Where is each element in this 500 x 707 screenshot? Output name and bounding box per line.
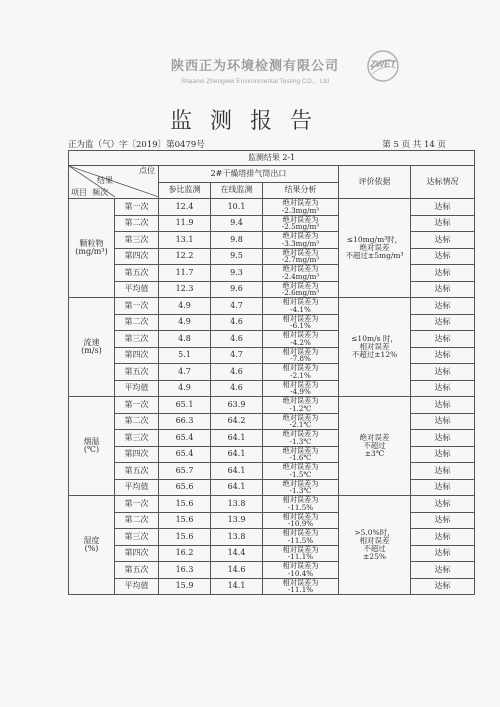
online-value-cell: 9.5 — [211, 248, 263, 265]
table-row — [69, 347, 475, 364]
status-cell: 达标 — [411, 199, 475, 216]
results-table — [68, 150, 475, 595]
online-value-cell: 13.8 — [211, 496, 263, 513]
ref-value-cell: 15.9 — [159, 578, 211, 595]
analysis-cell: 绝对误差为 -2.4mg/m³ — [263, 265, 339, 282]
ref-value-cell: 5.1 — [159, 347, 211, 364]
report-title: 监测报告 — [169, 109, 330, 134]
frequency-cell: 第四次 — [115, 545, 159, 562]
frequency-cell: 第四次 — [115, 347, 159, 364]
table-caption: 监测结果 2-1 — [69, 151, 475, 166]
table-row — [69, 298, 475, 315]
online-value-cell: 13.8 — [211, 529, 263, 546]
basis-cell: ≤10m/s 时， 相对误差 不超过±12% — [339, 298, 411, 397]
ref-value-cell: 13.1 — [159, 232, 211, 249]
header-ref: 参比监测 — [159, 182, 211, 199]
online-value-cell: 9.8 — [211, 232, 263, 249]
online-value-cell: 4.7 — [211, 298, 263, 315]
frequency-cell: 第三次 — [115, 430, 159, 447]
status-cell: 达标 — [411, 446, 475, 463]
online-value-cell: 4.7 — [211, 347, 263, 364]
item-name: 烟温 (℃) — [69, 397, 115, 496]
frequency-cell: 第一次 — [115, 397, 159, 414]
ref-value-cell: 4.9 — [159, 314, 211, 331]
ref-value-cell: 66.3 — [159, 413, 211, 430]
frequency-cell: 平均值 — [115, 479, 159, 496]
online-value-cell: 64.1 — [211, 463, 263, 480]
analysis-cell: 绝对误差为 -1.3℃ — [263, 430, 339, 447]
ref-value-cell: 4.9 — [159, 380, 211, 397]
table-row — [69, 512, 475, 529]
analysis-cell: 相对误差为 -11.1% — [263, 578, 339, 595]
online-value-cell: 14.6 — [211, 562, 263, 579]
frequency-cell: 第三次 — [115, 331, 159, 348]
company-logo — [362, 48, 404, 84]
basis-cell: >5.0%时， 相对误差 不超过 ±25% — [339, 496, 411, 595]
company-name-en: Shaanxi Zhengwei Environmental Testing CO.，Ltd — [180, 78, 329, 85]
status-cell: 达标 — [411, 479, 475, 496]
online-value-cell: 64.1 — [211, 430, 263, 447]
frequency-cell: 第五次 — [115, 463, 159, 480]
ref-value-cell: 65.4 — [159, 430, 211, 447]
frequency-cell: 平均值 — [115, 578, 159, 595]
frequency-cell: 第五次 — [115, 562, 159, 579]
analysis-cell: 相对误差为 -2.1% — [263, 364, 339, 381]
analysis-cell: 相对误差为 -11.5% — [263, 529, 339, 546]
analysis-cell: 绝对误差为 -1.6℃ — [263, 446, 339, 463]
status-cell: 达标 — [411, 347, 475, 364]
ref-value-cell: 4.9 — [159, 298, 211, 315]
analysis-cell: 绝对误差为 -2.6mg/m³ — [263, 281, 339, 298]
table-row — [69, 331, 475, 348]
online-value-cell: 9.4 — [211, 215, 263, 232]
header-status: 达标情况 — [411, 166, 475, 199]
analysis-cell: 相对误差为 -10.4% — [263, 562, 339, 579]
header-online: 在线监测 — [211, 182, 263, 199]
frequency-cell: 第五次 — [115, 364, 159, 381]
analysis-cell: 绝对误差为 -1.3℃ — [263, 479, 339, 496]
table-row — [69, 545, 475, 562]
analysis-cell: 绝对误差为 -1.2℃ — [263, 397, 339, 414]
ref-value-cell: 4.7 — [159, 364, 211, 381]
status-cell: 达标 — [411, 215, 475, 232]
frequency-cell: 第五次 — [115, 265, 159, 282]
online-value-cell: 64.1 — [211, 446, 263, 463]
table-row — [69, 314, 475, 331]
table-row — [69, 529, 475, 546]
online-value-cell: 9.6 — [211, 281, 263, 298]
online-value-cell: 13.9 — [211, 512, 263, 529]
ref-value-cell: 11.7 — [159, 265, 211, 282]
table-row — [69, 265, 475, 282]
analysis-cell: 相对误差为 -11.1% — [263, 545, 339, 562]
ref-value-cell: 12.4 — [159, 199, 211, 216]
table-row — [69, 479, 475, 496]
frequency-cell: 第四次 — [115, 248, 159, 265]
status-cell: 达标 — [411, 265, 475, 282]
status-cell: 达标 — [411, 397, 475, 414]
frequency-cell: 第一次 — [115, 199, 159, 216]
status-cell: 达标 — [411, 578, 475, 595]
status-cell: 达标 — [411, 380, 475, 397]
analysis-cell: 绝对误差为 -2.5mg/m³ — [263, 215, 339, 232]
frequency-cell: 第一次 — [115, 496, 159, 513]
ref-value-cell: 16.3 — [159, 562, 211, 579]
ref-value-cell: 65.6 — [159, 479, 211, 496]
table-row — [69, 578, 475, 595]
online-value-cell: 14.1 — [211, 578, 263, 595]
status-cell: 达标 — [411, 496, 475, 513]
frequency-cell: 第二次 — [115, 413, 159, 430]
basis-cell: 绝对误差 不超过 ±3℃ — [339, 397, 411, 496]
ref-value-cell: 11.9 — [159, 215, 211, 232]
status-cell: 达标 — [411, 463, 475, 480]
frequency-cell: 第四次 — [115, 446, 159, 463]
analysis-cell: 绝对误差为 -3.3mg/m³ — [263, 232, 339, 249]
frequency-cell: 第二次 — [115, 314, 159, 331]
status-cell: 达标 — [411, 512, 475, 529]
item-name: 颗粒物 (mg/m³) — [69, 199, 115, 298]
online-value-cell: 4.6 — [211, 314, 263, 331]
analysis-cell: 绝对误差为 -2.3mg/m³ — [263, 199, 339, 216]
table-row — [69, 463, 475, 480]
analysis-cell: 相对误差为 -4.9% — [263, 380, 339, 397]
header-item-freq: 项目 频次 — [71, 187, 109, 197]
online-value-cell: 4.6 — [211, 331, 263, 348]
ref-value-cell: 12.3 — [159, 281, 211, 298]
item-name: 湿度 (%) — [69, 496, 115, 595]
ref-value-cell: 15.6 — [159, 512, 211, 529]
company-name-cn: 陕西正为环境检测有限公司 — [170, 59, 339, 74]
header-point: 点位 — [139, 166, 155, 175]
ref-value-cell: 65.1 — [159, 397, 211, 414]
frequency-cell: 第二次 — [115, 215, 159, 232]
header-result: 结果 — [97, 176, 113, 185]
online-value-cell: 4.6 — [211, 364, 263, 381]
table-row — [69, 397, 475, 414]
table-row — [69, 413, 475, 430]
frequency-cell: 第二次 — [115, 512, 159, 529]
status-cell: 达标 — [411, 413, 475, 430]
frequency-cell: 第一次 — [115, 298, 159, 315]
analysis-cell: 相对误差为 -6.1% — [263, 314, 339, 331]
status-cell: 达标 — [411, 281, 475, 298]
item-name: 流速 (m/s) — [69, 298, 115, 397]
basis-cell: ≤10mg/m³时， 绝对误差 不超过±5mg/m³ — [339, 199, 411, 298]
status-cell: 达标 — [411, 248, 475, 265]
table-row — [69, 248, 475, 265]
table-row — [69, 232, 475, 249]
frequency-cell: 平均值 — [115, 380, 159, 397]
analysis-cell: 绝对误差为 -1.5℃ — [263, 463, 339, 480]
status-cell: 达标 — [411, 545, 475, 562]
status-cell: 达标 — [411, 364, 475, 381]
ref-value-cell: 4.8 — [159, 331, 211, 348]
table-row — [69, 281, 475, 298]
ref-value-cell: 65.7 — [159, 463, 211, 480]
analysis-cell: 绝对误差为 -2.7mg/m³ — [263, 248, 339, 265]
analysis-cell: 相对误差为 -4.1% — [263, 298, 339, 315]
status-cell: 达标 — [411, 314, 475, 331]
ref-value-cell: 15.6 — [159, 529, 211, 546]
logo-text: ZWET — [370, 59, 396, 69]
frequency-cell: 第三次 — [115, 529, 159, 546]
analysis-cell: 相对误差为 -7.8% — [263, 347, 339, 364]
online-value-cell: 4.6 — [211, 380, 263, 397]
ref-value-cell: 12.2 — [159, 248, 211, 265]
table-row — [69, 199, 475, 216]
table-row — [69, 215, 475, 232]
analysis-cell: 相对误差为 -4.2% — [263, 331, 339, 348]
page-info: 第 5 页 共 14 页 — [382, 140, 446, 150]
status-cell: 达标 — [411, 430, 475, 447]
table-row — [69, 446, 475, 463]
analysis-cell: 绝对误差为 -2.1℃ — [263, 413, 339, 430]
status-cell: 达标 — [411, 529, 475, 546]
company-header — [150, 55, 360, 85]
online-value-cell: 10.1 — [211, 199, 263, 216]
status-cell: 达标 — [411, 331, 475, 348]
diagonal-header-cell — [69, 166, 159, 199]
ref-value-cell: 15.6 — [159, 496, 211, 513]
status-cell: 达标 — [411, 562, 475, 579]
header-analysis: 结果分析 — [263, 182, 339, 199]
frequency-cell: 平均值 — [115, 281, 159, 298]
status-cell: 达标 — [411, 232, 475, 249]
ref-value-cell: 16.2 — [159, 545, 211, 562]
table-row — [69, 380, 475, 397]
table-row — [69, 364, 475, 381]
online-value-cell: 64.1 — [211, 479, 263, 496]
online-value-cell: 63.9 — [211, 397, 263, 414]
online-value-cell: 9.3 — [211, 265, 263, 282]
analysis-cell: 相对误差为 -11.5% — [263, 496, 339, 513]
analysis-cell: 相对误差为 -10.9% — [263, 512, 339, 529]
header-location: 2#干燥塔排气筒出口 — [159, 166, 339, 183]
table-row — [69, 430, 475, 447]
table-row — [69, 562, 475, 579]
online-value-cell: 14.4 — [211, 545, 263, 562]
status-cell: 达标 — [411, 298, 475, 315]
frequency-cell: 第三次 — [115, 232, 159, 249]
online-value-cell: 64.2 — [211, 413, 263, 430]
table-row — [69, 496, 475, 513]
ref-value-cell: 65.4 — [159, 446, 211, 463]
header-basis: 评价依据 — [339, 166, 411, 199]
document-number: 正为监（气）字〔2019〕第0479号 — [68, 140, 205, 150]
